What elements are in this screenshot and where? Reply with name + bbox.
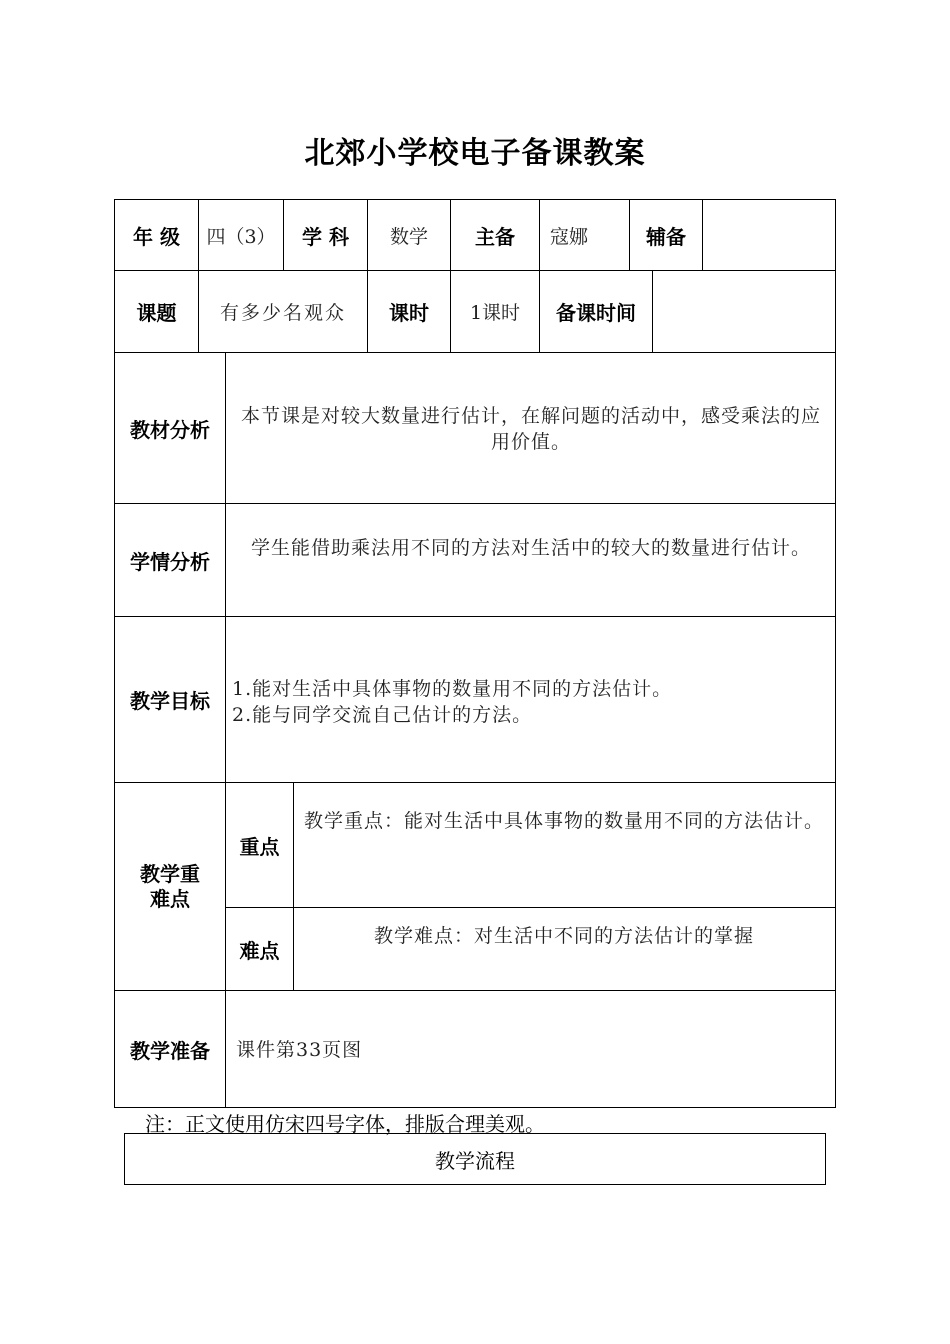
key-point-text: 教学重点：能对生活中具体事物的数量用不同的方法估计。 bbox=[303, 810, 824, 832]
subject-label: 学 科 bbox=[302, 224, 349, 249]
hours-label: 课时 bbox=[389, 301, 429, 325]
topic-value: 有多少名观众 bbox=[219, 302, 346, 324]
grade-label: 年 级 bbox=[133, 224, 180, 249]
hours-value: 1课时 bbox=[469, 302, 521, 324]
page-title: 北郊小学校电子备课教案 bbox=[304, 136, 646, 171]
prep-time-value bbox=[653, 271, 835, 352]
difficult-point-text: 教学难点：对生活中不同的方法估计的掌握 bbox=[373, 925, 754, 947]
main-prep-label: 主备 bbox=[475, 224, 515, 249]
subject-value: 数学 bbox=[389, 225, 428, 248]
prep-time-label: 备课时间 bbox=[556, 301, 636, 325]
teaching-goals-list bbox=[232, 676, 830, 728]
keypoints-label: 教学重难点 bbox=[140, 861, 200, 911]
topic-label: 课题 bbox=[136, 301, 177, 325]
student-analysis-label: 学情分析 bbox=[130, 549, 210, 574]
grade-value: 四（3） bbox=[206, 225, 276, 248]
goal-item: 2.能与同学交流自己估计的方法。 bbox=[232, 704, 533, 726]
teaching-flow-header: 教学流程 bbox=[124, 1133, 826, 1185]
key-point-label: 重点 bbox=[239, 834, 280, 859]
material-analysis-text: 本节课是对较大数量进行估计，在解问题的活动中，感受乘法的应用价值。 bbox=[240, 405, 821, 453]
teaching-prep-label: 教学准备 bbox=[130, 1038, 210, 1063]
assist-prep-value bbox=[703, 200, 835, 270]
teaching-prep-text: 课件第33页图 bbox=[236, 1039, 363, 1061]
main-prep-value: 寇娜 bbox=[550, 225, 589, 248]
goal-item: 1.能对生活中具体事物的数量用不同的方法估计。 bbox=[232, 678, 673, 700]
material-analysis-label: 教材分析 bbox=[130, 417, 210, 442]
difficult-point-label: 难点 bbox=[239, 938, 280, 963]
student-analysis-text: 学生能借助乘法用不同的方法对生活中的较大的数量进行估计。 bbox=[250, 537, 811, 559]
assist-prep-label: 辅备 bbox=[646, 224, 686, 249]
format-note: 注：正文使用仿宋四号字体，排版合理美观。 bbox=[145, 1112, 545, 1136]
teaching-goals-label: 教学目标 bbox=[130, 689, 210, 713]
